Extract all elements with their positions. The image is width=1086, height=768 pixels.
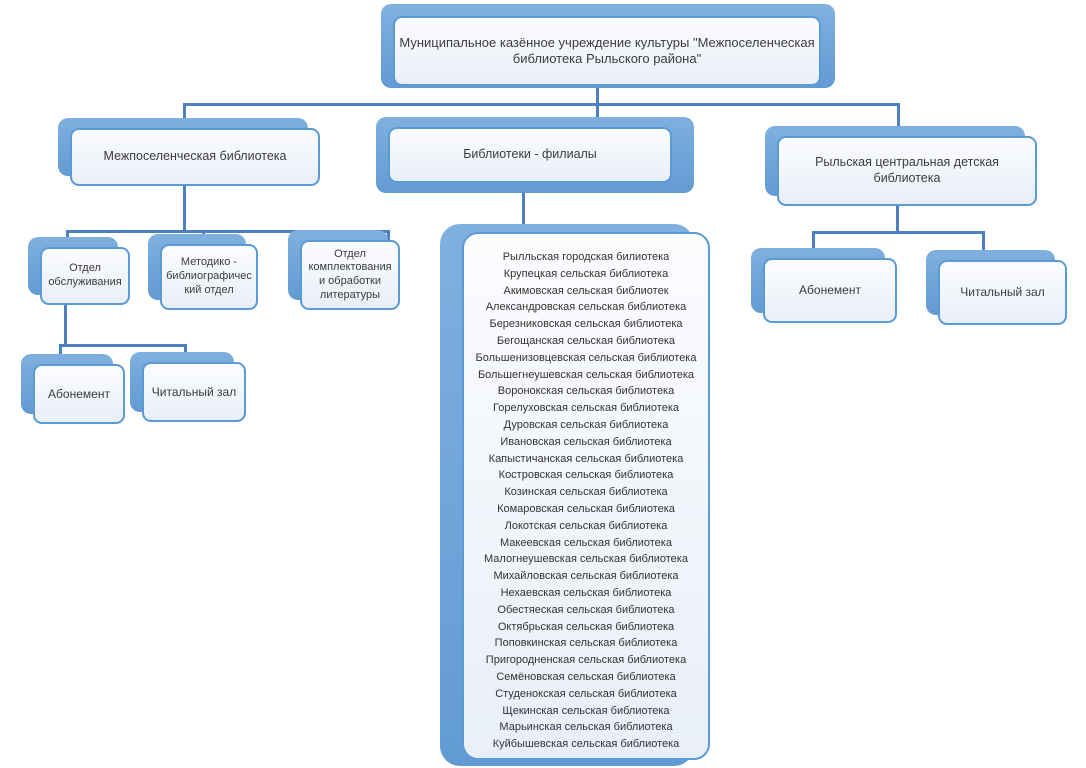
filial-library-item: Студенокская сельская библиотека: [495, 687, 677, 700]
node-subscription-label: Абонемент: [33, 364, 125, 424]
filial-library-item: Акимовская сельская библиотек: [503, 284, 669, 297]
node-methodical-department-label: Методико - библиографичес кий отдел: [160, 244, 258, 310]
filial-library-item: Семёновская сельская библиотека: [496, 670, 676, 683]
filial-library-item: Большенизовцевская сельская библиотека: [475, 351, 697, 364]
filial-library-item: Березниковская сельская библиотека: [489, 318, 683, 331]
filial-library-item: Козинская сельская библиотека: [504, 486, 668, 499]
node-children-subscription: [763, 258, 897, 323]
node-interlibrary-label: Межпоселенческая библиотека: [70, 128, 320, 186]
filial-library-item: Рылльская городская билиотека: [502, 251, 670, 263]
node-subscription: [33, 364, 125, 424]
node-children-library: [777, 136, 1037, 206]
node-acquisition-department: [300, 240, 400, 310]
filial-library-item: Октябрьская сельская библиотека: [497, 620, 675, 633]
node-root-label: Муниципальное казённое учреждение культуры "Межпоселенческая библиотека Рыльского района": [393, 16, 821, 86]
node-filials-label: Библиотеки - филиалы: [388, 127, 672, 183]
filial-library-item: Воронокская сельская библиотека: [497, 385, 675, 398]
connector-service-units-horizontal: [59, 344, 187, 347]
filial-library-item: Марьинская сельская библиотека: [499, 721, 673, 734]
filial-library-item: Александровская сельская библиотека: [485, 301, 687, 314]
filial-library-item: Поповкинская сельская библиотека: [494, 637, 678, 650]
filial-library-item: Куйбышевская сельская библиотека: [492, 738, 680, 751]
filial-library-item: Макеевская сельская библиотека: [500, 536, 672, 549]
filial-library-item: Локотская сельская библиотека: [504, 519, 668, 532]
node-service-department: [40, 247, 130, 305]
connector-service-dept-down: [64, 303, 67, 346]
filial-library-item: Бегощанская сельская библиотека: [496, 334, 676, 347]
filial-library-item: Капыстичанская сельская библиотека: [488, 452, 684, 465]
filial-library-item: Малогнеушевская сельская библиотека: [484, 553, 688, 566]
filial-libraries-panel: [462, 232, 710, 760]
node-children-reading-room: [938, 260, 1067, 325]
node-children-reading-room-label: Читальный зал: [938, 260, 1067, 325]
connector-children-units-horizontal: [812, 231, 985, 234]
connector-children-library-down: [896, 205, 899, 233]
filial-library-item: Пригородненская сельская библиотека: [485, 654, 687, 667]
filial-library-item: Комаровская сельская библиотека: [497, 502, 675, 515]
connector-interlibrary-down: [183, 186, 186, 232]
node-methodical-department: [160, 244, 258, 310]
node-children-subscription-label: Абонемент: [763, 258, 897, 323]
node-reading-room: [142, 362, 246, 422]
node-acquisition-department-label: Отдел комплектования и обработки литературы: [300, 240, 400, 310]
filial-library-item: Михайловская сельская библиотека: [493, 570, 679, 583]
node-root-organization: [393, 16, 821, 86]
filial-library-item: Большегнеушевская сельская библиотека: [477, 368, 695, 381]
filial-library-item: Дуровская сельская библиотека: [503, 418, 669, 431]
filial-library-item: Костровская сельская библиотека: [498, 469, 674, 482]
connector-top-horizontal: [183, 103, 900, 106]
node-reading-room-label: Читальный зал: [142, 362, 246, 422]
filial-library-item: Обестяеская сельская библиотека: [497, 603, 675, 616]
filial-libraries-list: [462, 232, 710, 760]
node-service-department-label: Отдел обслуживания: [40, 247, 130, 305]
filial-library-item: Нехаевская сельская библиотека: [500, 586, 672, 599]
filial-library-item: Ивановская сельская библиотека: [500, 435, 672, 448]
filial-library-item: Горелуховская сельская библиотека: [492, 402, 679, 415]
node-children-library-label: Рыльская центральная детская библиотека: [777, 136, 1037, 206]
node-interlibrary: [70, 128, 320, 186]
filial-library-item: Щекинская сельская библиотека: [502, 704, 670, 717]
node-filials-title: [388, 127, 672, 183]
filial-library-item: Крупецкая сельская библиотека: [503, 267, 669, 280]
